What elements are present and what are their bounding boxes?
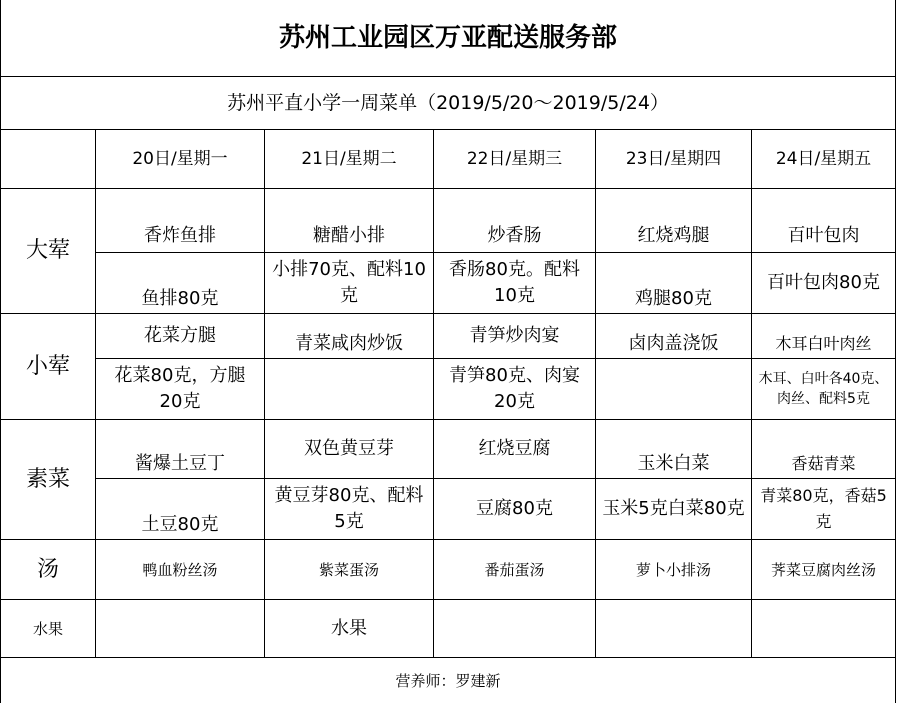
dish-portion: 花菜80克，方腿20克: [114, 365, 246, 412]
dish-name: 玉米白菜: [637, 453, 710, 474]
dish-name: 香菇青菜: [791, 454, 856, 473]
menu-subtitle: 苏州平直小学一周菜单（2019/5/20～2019/5/24）: [227, 92, 669, 114]
fruit-cell: 水果: [331, 617, 367, 639]
day-header: 20日/星期一: [132, 149, 228, 169]
dish-portion: 木耳、白叶各40克、肉丝、配料5克: [758, 371, 889, 407]
dish-name: 木耳白叶肉丝: [775, 334, 872, 353]
dish-name: 香炸鱼排: [144, 225, 216, 246]
dish-portion: [265, 359, 433, 419]
dish-name: 青笋炒肉宴: [469, 325, 560, 346]
dish-name: 双色黄豆芽: [304, 438, 394, 459]
fruit-cell: [434, 600, 595, 657]
dish-portion: 玉米5克白菜80克: [602, 498, 745, 519]
category-label-fruit: 水果: [32, 619, 63, 638]
dish-portion: [596, 359, 751, 419]
dish-name: 青菜咸肉炒饭: [295, 333, 403, 354]
dish-portion: 豆腐80克: [476, 498, 553, 519]
dish-name: 糖醋小排: [313, 225, 385, 246]
dish-name: 鸭血粉丝汤: [142, 560, 218, 579]
dish-name: 炒香肠: [487, 225, 542, 246]
category-label-small-meat: 小荤: [25, 353, 70, 379]
dish-name: 百叶包肉: [787, 225, 860, 246]
fruit-cell: [96, 600, 264, 657]
dish-name: 花菜方腿: [144, 325, 216, 346]
category-label-soup: 汤: [36, 556, 59, 582]
category-label-vegetable: 素菜: [25, 466, 70, 492]
dish-portion: 香肠80克。配料10克: [449, 259, 580, 306]
dish-name: 卤肉盖浇饭: [628, 333, 719, 354]
fruit-cell: [752, 600, 895, 657]
day-header: 21日/星期二: [301, 149, 397, 169]
fruit-cell: [596, 600, 751, 657]
category-label-main-meat: 大荤: [25, 238, 70, 263]
dish-portion: 鱼排80克: [141, 287, 219, 309]
dish-name: 酱爆土豆丁: [135, 453, 225, 474]
nutritionist-footer: 营养师：罗建新: [395, 671, 501, 690]
dish-portion: 青菜80克，香菇5克: [760, 486, 887, 531]
dish-portion: 鸡腿80克: [635, 287, 712, 309]
dish-name: 紫菜蛋汤: [318, 560, 379, 579]
dish-portion: 百叶包肉80克: [767, 272, 880, 293]
day-header: 24日/星期五: [775, 149, 872, 169]
dish-portion: 黄豆芽80克、配料5克: [274, 485, 424, 532]
dish-portion: 青笋80克、肉宴20克: [449, 365, 580, 412]
dish-portion: 小排70克、配料10克: [272, 259, 426, 306]
dish-name: 红烧鸡腿: [637, 225, 710, 246]
dish-name: 红烧豆腐: [478, 438, 551, 459]
dish-name: 番茄蛋汤: [484, 560, 545, 579]
dish-name: 萝卜小排汤: [635, 560, 711, 579]
dish-portion: 土豆80克: [141, 513, 219, 535]
page-title: 苏州工业园区万亚配送服务部: [278, 23, 617, 53]
divider: [0, 188, 896, 189]
day-header: 23日/星期四: [625, 149, 722, 169]
dish-name: 荠菜豆腐肉丝汤: [770, 560, 876, 579]
day-header: 22日/星期三: [466, 149, 563, 169]
